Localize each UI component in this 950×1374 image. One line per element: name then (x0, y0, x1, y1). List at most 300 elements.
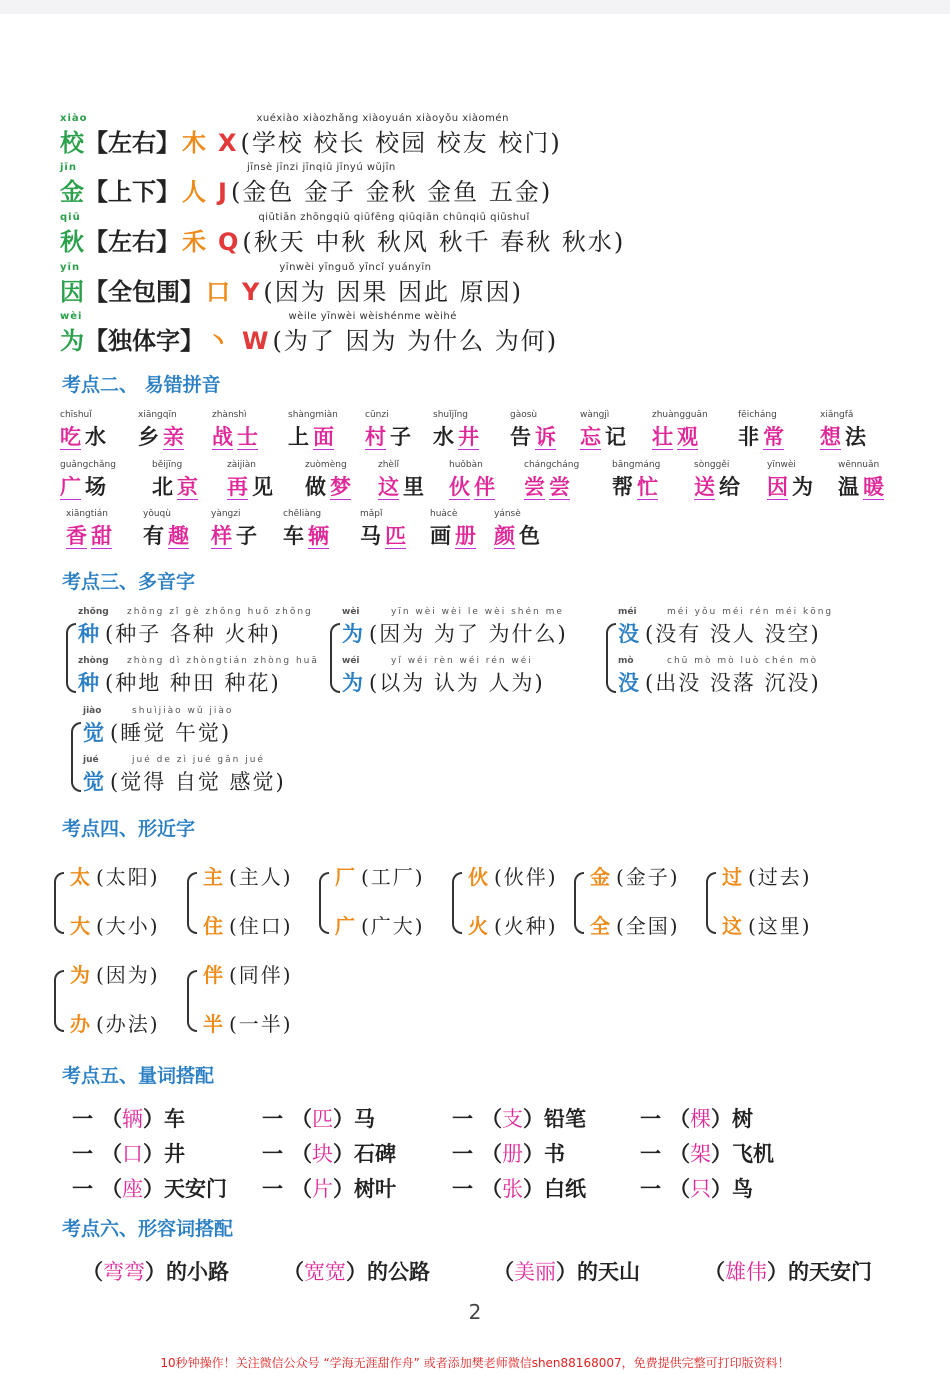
measure-item (452, 1106, 586, 1132)
duoyin-char-pinyin: wéi (342, 656, 360, 666)
pinyin-word (66, 509, 112, 549)
measure-item (262, 1106, 375, 1132)
entry-words: wèile yīnwèi wèishénme wèihé (为了 因为 为什么 为何) (272, 311, 559, 355)
xingjin-item (70, 962, 160, 988)
duoyin-char-pinyin: jué (83, 755, 99, 765)
measure-item (72, 1106, 185, 1132)
pinyin-word-char: 有 (143, 523, 164, 548)
entry-char-pinyin: qiū (60, 212, 81, 223)
pinyin-word-char: 场 (85, 474, 106, 499)
entry-radical: 人 (182, 177, 206, 206)
duoyin-char: zhǒng 种 (78, 607, 109, 646)
pinyin-word (138, 410, 184, 450)
measure-noun: 书 (544, 1141, 565, 1166)
duoyin-words-pinyin: yīn wèi wèi le wèi shén me (391, 607, 564, 617)
measure-prefix: 一 (640, 1106, 661, 1131)
pinyin-word-char: 常 (763, 424, 784, 449)
xingjin-char: 过 (722, 865, 742, 889)
pinyin-word-pinyin: yàngzi (211, 509, 241, 519)
duoyin-line (83, 755, 286, 795)
duoyin-char: jiào 觉 (83, 706, 104, 745)
duoyin-line (78, 656, 319, 696)
pinyin-word-char: 尝 (549, 474, 570, 499)
duoyin-words: zhǒng zǐ gè zhǒng huǒ zhǒng (种子 各种 火种) (105, 607, 313, 646)
entry-structure: 【独体字】 (84, 326, 204, 355)
pinyin-word-char: 法 (845, 424, 866, 449)
measure-paren: ） (711, 1141, 732, 1166)
measure-noun: 铅笔 (544, 1106, 586, 1131)
pinyin-word (365, 410, 411, 450)
measure-paren: ） (523, 1176, 544, 1201)
pinyin-word-char: 香 (66, 523, 87, 548)
measure-prefix: 一 (640, 1176, 661, 1201)
measure-paren: ） (333, 1176, 354, 1201)
pinyin-word-char: 面 (313, 424, 334, 449)
entry-letter: Y (242, 278, 260, 306)
measure-word: 片 (312, 1177, 333, 1201)
measure-paren: ） (711, 1106, 732, 1131)
pinyin-word (694, 460, 740, 500)
xingjin-word: (一半) (229, 1012, 293, 1036)
pinyin-word (305, 460, 351, 500)
brace-icon (187, 970, 197, 1032)
duoyin-char: jué 觉 (83, 755, 104, 794)
brace-icon (319, 872, 329, 934)
brace-icon (330, 623, 340, 693)
entry-radical: 禾 (182, 227, 206, 256)
measure-item (640, 1176, 753, 1202)
xingjin-item (335, 913, 425, 939)
xingjin-item (722, 864, 812, 890)
pinyin-word-char: 亲 (163, 424, 184, 449)
pinyin-word (60, 410, 106, 450)
xingjin-item (203, 1011, 293, 1037)
duoyin-char: mò 没 (618, 656, 639, 695)
duoyin-words-pinyin: chū mò mò luò chén mò (667, 656, 819, 666)
xingjin-char: 伙 (468, 865, 488, 889)
pinyin-word (738, 410, 784, 450)
measure-item (262, 1176, 396, 1202)
entry-letter: W (242, 327, 269, 355)
measure-paren: （ (669, 1141, 690, 1166)
pinyin-word-char: 里 (403, 474, 424, 499)
measure-noun: 天安门 (164, 1176, 227, 1201)
pinyin-word-char: 水 (433, 424, 454, 449)
measure-paren: ） (143, 1106, 164, 1131)
pinyin-word-char: 帮 (612, 474, 633, 499)
section-title-duoyin: 考点三、多音字 (62, 571, 196, 593)
measure-paren: ） (523, 1106, 544, 1131)
adjective-item (82, 1259, 229, 1285)
pinyin-word (288, 410, 338, 450)
pinyin-word-char: 告 (510, 424, 531, 449)
measure-paren: （ (101, 1141, 122, 1166)
measure-word: 张 (502, 1177, 523, 1201)
pinyin-word-char: 士 (237, 424, 258, 449)
brace-icon (706, 872, 716, 934)
pinyin-word-pinyin: chīshuǐ (60, 410, 92, 420)
duoyin-char: méi 没 (618, 607, 639, 646)
pinyin-word-pinyin: zuòmèng (305, 460, 347, 470)
measure-noun: 飞机 (732, 1141, 774, 1166)
entry-letter: J (218, 178, 227, 206)
duoyin-words: shuìjiào wǔ jiào (睡觉 午觉) (110, 706, 234, 745)
char-entry (60, 162, 553, 207)
pinyin-word (652, 410, 708, 450)
adjective-item (493, 1259, 640, 1285)
pinyin-word-char: 壮 (652, 424, 673, 449)
duoyin-char: wéi 为 (342, 656, 363, 695)
measure-word: 座 (122, 1177, 143, 1201)
pinyin-word (152, 460, 198, 500)
section-title-pinyin: 考点二、 易错拼音 (62, 374, 221, 396)
measure-paren: （ (481, 1176, 502, 1201)
pinyin-word-char: 忘 (580, 424, 601, 449)
pinyin-word-char: 色 (519, 523, 540, 548)
pinyin-word-pinyin: yǒuqù (143, 509, 171, 519)
measure-word: 支 (502, 1107, 523, 1131)
section-title-liangci: 考点五、量词搭配 (62, 1065, 215, 1087)
duoyin-char: wèi 为 (342, 607, 363, 646)
pinyin-word (612, 460, 661, 500)
entry-words-pinyin: xuéxiào xiàozhǎng xiàoyuán xiàoyǒu xiàomén (256, 113, 509, 124)
pinyin-word-pinyin: sònggěi (694, 460, 730, 470)
pinyin-word-pinyin: gàosù (510, 410, 538, 420)
measure-prefix: 一 (72, 1106, 93, 1131)
duoyin-char-pinyin: jiào (83, 706, 102, 716)
xingjin-word: (太阳) (96, 865, 160, 889)
measure-paren: （ (291, 1141, 312, 1166)
pinyin-word (360, 509, 406, 549)
measure-paren: （ (481, 1106, 502, 1131)
xingjin-char: 住 (203, 914, 223, 938)
entry-words: jīnsè jīnzi jīnqiū jīnyú wǔjīn (金色 金子 金秋 金鱼 五金) (230, 162, 553, 206)
pinyin-word (212, 410, 258, 450)
pinyin-word-char: 想 (820, 424, 841, 449)
xingjin-word: (同伴) (229, 963, 293, 987)
pinyin-word (820, 410, 866, 450)
measure-item (452, 1141, 565, 1167)
adjective-paren: ） (145, 1259, 166, 1284)
pinyin-word-char: 做 (305, 474, 326, 499)
entry-words-pinyin: wèile yīnwèi wèishénme wèihé (288, 311, 457, 322)
char-entry (60, 262, 524, 307)
pinyin-word-char: 观 (677, 424, 698, 449)
duoyin-words-pinyin: méi yǒu méi rén méi kōng (667, 607, 834, 617)
entry-words-pinyin: yīnwèi yīnguǒ yīncǐ yuányīn (279, 262, 432, 273)
duoyin-line (618, 607, 834, 647)
measure-paren: （ (669, 1176, 690, 1201)
entry-structure: 【左右】 (84, 227, 180, 256)
pinyin-word-char: 记 (605, 424, 626, 449)
xingjin-item (203, 864, 293, 890)
pinyin-word-char: 见 (252, 474, 273, 499)
footer-note: 10秒钟操作！关注微信公众号 “学海无涯甜作舟” 或者添加樊老师微信shen88168007，免费提供完整可打印版资料！ (160, 1356, 790, 1370)
measure-word: 只 (690, 1177, 711, 1201)
pinyin-word-pinyin: xiāngtián (66, 509, 109, 519)
xingjin-item (335, 864, 425, 890)
section-title-xingjin: 考点四、形近字 (62, 818, 196, 840)
duoyin-words-pinyin: jué de zì jué gǎn jué (132, 755, 265, 765)
pinyin-word (494, 509, 540, 549)
pinyin-word-pinyin: bāngmáng (612, 460, 661, 470)
xingjin-item (203, 913, 293, 939)
xingjin-word: (大小) (96, 914, 160, 938)
pinyin-word-char: 非 (738, 424, 759, 449)
xingjin-word: (过去) (748, 865, 812, 889)
xingjin-char: 广 (335, 914, 355, 938)
pinyin-word-pinyin: wàngjì (580, 410, 610, 420)
measure-paren: （ (101, 1176, 122, 1201)
duoyin-words: chū mò mò luò chén mò (出没 没落 沉没) (645, 656, 821, 695)
char-entry (60, 113, 562, 158)
measure-noun: 井 (164, 1141, 185, 1166)
pinyin-word-char: 送 (694, 474, 715, 499)
pinyin-word (767, 460, 813, 500)
measure-paren: ） (333, 1141, 354, 1166)
pinyin-word-char: 温 (838, 474, 859, 499)
xingjin-item (722, 913, 812, 939)
xingjin-item (590, 864, 680, 890)
pinyin-word-pinyin: zhànshì (212, 410, 247, 420)
pinyin-word-char: 颜 (494, 523, 515, 548)
pinyin-word-pinyin: zhèlǐ (378, 460, 399, 470)
xingjin-item (70, 913, 160, 939)
xingjin-char: 主 (203, 865, 223, 889)
entry-letter: X (218, 129, 237, 157)
xingjin-char: 大 (70, 914, 90, 938)
char-entry (60, 311, 559, 356)
adjective-item (283, 1259, 430, 1285)
measure-word: 册 (502, 1142, 523, 1166)
xingjin-word: (这里) (748, 914, 812, 938)
pinyin-word-char: 广 (60, 474, 81, 499)
adjective-paren: （ (493, 1259, 514, 1284)
pinyin-word-pinyin: zàijiàn (227, 460, 256, 470)
measure-prefix: 一 (262, 1106, 283, 1131)
entry-char-pinyin: xiào (60, 113, 88, 124)
measure-word: 匹 (312, 1107, 333, 1131)
duoyin-char-pinyin: zhòng (78, 656, 109, 666)
measure-prefix: 一 (262, 1141, 283, 1166)
xingjin-char: 厂 (335, 865, 355, 889)
xingjin-item (590, 913, 680, 939)
pinyin-word-char: 乡 (138, 424, 159, 449)
pinyin-word-char: 趣 (168, 523, 189, 548)
adjective-noun: 的天山 (577, 1259, 640, 1284)
duoyin-words: zhòng dì zhòngtián zhòng huā (种地 种田 种花) (105, 656, 319, 695)
pinyin-word (211, 509, 257, 549)
pinyin-word-char: 战 (212, 424, 233, 449)
pinyin-word-char: 上 (288, 424, 309, 449)
xingjin-word: (住口) (229, 914, 293, 938)
pinyin-word-char: 为 (792, 474, 813, 499)
measure-prefix: 一 (262, 1176, 283, 1201)
adjective-noun: 的小路 (166, 1259, 229, 1284)
measure-noun: 树叶 (354, 1176, 396, 1201)
duoyin-char-pinyin: méi (618, 607, 637, 617)
entry-char: xiào 校 (60, 113, 88, 157)
pinyin-word-char: 马 (360, 523, 381, 548)
entry-radical: 木 (182, 128, 206, 157)
measure-prefix: 一 (452, 1176, 473, 1201)
duoyin-line (342, 656, 545, 696)
measure-item (72, 1141, 185, 1167)
pinyin-word-char: 忙 (637, 474, 658, 499)
pinyin-word-char: 甜 (91, 523, 112, 548)
pinyin-word (430, 509, 476, 549)
pinyin-word (227, 460, 273, 500)
measure-item (262, 1141, 396, 1167)
adjective-paren: ） (767, 1259, 788, 1284)
xingjin-char: 全 (590, 914, 610, 938)
measure-item (640, 1106, 753, 1132)
adjective-word: 雄伟 (725, 1260, 767, 1284)
pinyin-word-pinyin: guǎngchǎng (60, 460, 116, 470)
duoyin-line (342, 607, 568, 647)
brace-icon (71, 722, 81, 792)
duoyin-line (83, 706, 234, 746)
pinyin-word-char: 尝 (524, 474, 545, 499)
xingjin-word: (伙伴) (494, 865, 558, 889)
pinyin-word-pinyin: mǎpǐ (360, 509, 383, 519)
entry-char: wèi 为 (60, 311, 84, 355)
brace-icon (452, 872, 462, 934)
measure-word: 块 (312, 1142, 333, 1166)
adjective-noun: 的天安门 (788, 1259, 872, 1284)
pinyin-word-pinyin: shuǐjǐng (433, 410, 469, 420)
entry-words: qiūtiān zhōngqiū qiūfēng qiūqiān chūnqiū qiūshuǐ (秋天 中秋 秋风 秋千 春秋 秋水) (242, 212, 626, 256)
pinyin-word (580, 410, 626, 450)
pinyin-word-char: 子 (390, 424, 411, 449)
adjective-paren: ） (556, 1259, 577, 1284)
entry-words: xuéxiào xiàozhǎng xiàoyuán xiàoyǒu xiàomén (学校 校长 校园 校友 校门) (240, 113, 562, 157)
pinyin-word-char: 因 (767, 474, 788, 499)
xingjin-item (468, 864, 558, 890)
measure-paren: ） (333, 1106, 354, 1131)
xingjin-word: (全国) (616, 914, 680, 938)
pinyin-word-char: 册 (455, 523, 476, 548)
duoyin-words: méi yǒu méi rén méi kōng (没有 没人 没空) (645, 607, 834, 646)
entry-char: jīn 金 (60, 162, 84, 206)
entry-char-pinyin: wèi (60, 311, 83, 322)
pinyin-word-pinyin: xiǎngfǎ (820, 410, 854, 420)
adjective-item (704, 1259, 872, 1285)
duoyin-words-pinyin: zhòng dì zhòngtián zhòng huā (127, 656, 319, 666)
pinyin-word-char: 伴 (474, 474, 495, 499)
pinyin-word-char: 子 (236, 523, 257, 548)
xingjin-char: 半 (203, 1012, 223, 1036)
adjective-paren: （ (283, 1259, 304, 1284)
entry-char: yīn 因 (60, 262, 84, 306)
measure-paren: （ (669, 1106, 690, 1131)
entry-radical: 口 (206, 277, 230, 306)
brace-icon (574, 872, 584, 934)
brace-icon (187, 872, 197, 934)
pinyin-word-pinyin: huàcè (430, 509, 458, 519)
pinyin-word (60, 460, 116, 500)
page-number: 2 (468, 1300, 482, 1324)
measure-word: 辆 (122, 1107, 143, 1131)
measure-paren: （ (101, 1106, 122, 1131)
duoyin-line (78, 607, 313, 647)
brace-icon (54, 872, 64, 934)
entry-radical: 丶 (206, 326, 230, 355)
pinyin-word-char: 伙 (449, 474, 470, 499)
duoyin-char: zhòng 种 (78, 656, 109, 695)
measure-paren: ） (711, 1176, 732, 1201)
pinyin-word-char: 辆 (308, 523, 329, 548)
pinyin-word-char: 给 (719, 474, 740, 499)
entry-char-pinyin: jīn (60, 162, 77, 173)
duoyin-words: jué de zì jué gǎn jué (觉得 自觉 感觉) (110, 755, 286, 794)
pinyin-word-char: 京 (177, 474, 198, 499)
xingjin-char: 这 (722, 914, 742, 938)
measure-noun: 白纸 (544, 1176, 586, 1201)
pinyin-word-pinyin: chēliàng (283, 509, 322, 519)
entry-char-pinyin: yīn (60, 262, 81, 273)
adjective-word: 美丽 (514, 1260, 556, 1284)
measure-prefix: 一 (640, 1141, 661, 1166)
pinyin-word (838, 460, 884, 500)
adjective-word: 弯弯 (103, 1260, 145, 1284)
duoyin-char-pinyin: wèi (342, 607, 360, 617)
measure-prefix: 一 (452, 1106, 473, 1131)
xingjin-char: 太 (70, 865, 90, 889)
duoyin-words: yīn wèi wèi le wèi shén me (因为 为了 为什么) (369, 607, 568, 646)
pinyin-word-pinyin: yīnwèi (767, 460, 796, 470)
pinyin-word-char: 北 (152, 474, 173, 499)
measure-word: 棵 (690, 1107, 711, 1131)
xingjin-word: (广大) (361, 914, 425, 938)
measure-paren: ） (143, 1176, 164, 1201)
brace-icon (606, 623, 616, 693)
pinyin-word-pinyin: běijīng (152, 460, 183, 470)
xingjin-char: 办 (70, 1012, 90, 1036)
pinyin-word-char: 暖 (863, 474, 884, 499)
pinyin-word-pinyin: fēicháng (738, 410, 777, 420)
pinyin-word-char: 样 (211, 523, 232, 548)
pinyin-word-char: 水 (85, 424, 106, 449)
entry-structure: 【上下】 (84, 177, 180, 206)
entry-structure: 【左右】 (84, 128, 180, 157)
adjective-noun: 的公路 (367, 1259, 430, 1284)
pinyin-word-char: 诉 (535, 424, 556, 449)
duoyin-words-pinyin: shuìjiào wǔ jiào (132, 706, 234, 716)
measure-noun: 车 (164, 1106, 185, 1131)
measure-paren: （ (291, 1176, 312, 1201)
measure-paren: （ (481, 1141, 502, 1166)
xingjin-item (468, 913, 558, 939)
pinyin-word-pinyin: cūnzi (365, 410, 389, 420)
xingjin-char: 火 (468, 914, 488, 938)
pinyin-word-char: 画 (430, 523, 451, 548)
duoyin-words: yǐ wéi rèn wéi rén wéi (以为 认为 人为) (369, 656, 545, 695)
pinyin-word-char: 梦 (330, 474, 351, 499)
pinyin-word (510, 410, 556, 450)
adjective-paren: （ (82, 1259, 103, 1284)
duoyin-char-pinyin: mò (618, 656, 634, 666)
pinyin-word (524, 460, 580, 500)
pinyin-word-pinyin: yánsè (494, 509, 521, 519)
pinyin-word-char: 车 (283, 523, 304, 548)
duoyin-char-pinyin: zhǒng (78, 607, 109, 617)
pinyin-word-pinyin: chángcháng (524, 460, 580, 470)
adjective-paren: ） (346, 1259, 367, 1284)
pinyin-word-pinyin: zhuàngguān (652, 410, 708, 420)
duoyin-line (618, 656, 821, 696)
measure-word: 架 (690, 1142, 711, 1166)
